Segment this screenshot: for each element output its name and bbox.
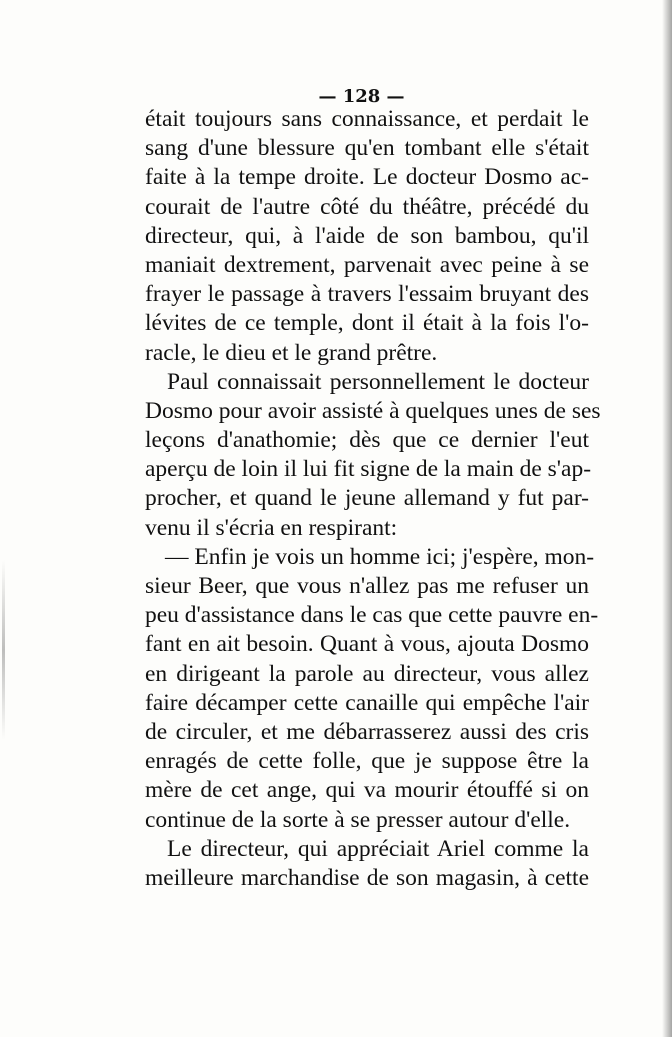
text-line: était toujours sans connaissance, et perdait le [145, 106, 589, 132]
page-number: — 128 — [318, 86, 405, 107]
text-line: mère de cet ange, qui va mourir étouffé si on [145, 777, 589, 804]
text-line: maniait dextrement, parvenait avec peine à se [145, 251, 589, 278]
text-line: courait de l'autre côté du théâtre, précédé du [145, 193, 589, 220]
text-line: continue de la sorte à se presser autour d'elle. [145, 806, 571, 833]
text-line: sieur Beer, que vous n'allez pas me refuser un [145, 573, 589, 599]
body-text [145, 105, 601, 893]
text-line: frayer le passage à travers l'essaim bruyant des [145, 281, 589, 308]
text-line: de circuler, et me débarrasserez aussi des cris [145, 718, 589, 745]
text-line: meilleure marchandise de son magasin, à cette [145, 864, 589, 891]
text-line: venu il s'écria en respirant: [145, 514, 398, 541]
text-line: faire décamper cette canaille qui empêche l'air [145, 689, 589, 716]
spine-shadow [662, 0, 672, 1037]
page-edge-mark [2, 560, 5, 740]
text-line: Paul connaissait personnellement le docteur [167, 368, 589, 395]
text-line: leçons d'anathomie; dès que ce dernier l'eut [145, 427, 589, 454]
text-line: racle, le dieu et le grand prêtre. [145, 339, 438, 366]
text-line: procher, et quand le jeune allemand y fut par- [145, 485, 589, 512]
text-line: lévites de ce temple, dont il était à la fois l'o- [145, 310, 589, 337]
text-line: sang d'une blessure qu'en tombant elle s'était [145, 135, 589, 162]
text-line: Dosmo pour avoir assisté à quelques unes de ses [145, 397, 601, 424]
text-line: aperçu de loin il lui fit signe de la main de s'ap- [145, 456, 592, 483]
text-line: directeur, qui, à l'aide de son bambou, qu'il [145, 222, 589, 249]
text-line: Le directeur, qui appréciait Ariel comme la [167, 835, 589, 862]
text-line: faite à la tempe droite. Le docteur Dosmo ac- [145, 164, 589, 191]
text-line: fant en ait besoin. Quant à vous, ajouta Dosmo [145, 631, 589, 658]
text-line: en dirigeant la parole au directeur, vous allez [145, 660, 589, 687]
text-line: peu d'assistance dans le cas que cette pauvre en- [145, 602, 599, 629]
text-line: enragés de cette folle, que je suppose être la [145, 748, 589, 775]
text-line: — Enfin je vois un homme ici; j'espère, mon- [165, 543, 595, 570]
